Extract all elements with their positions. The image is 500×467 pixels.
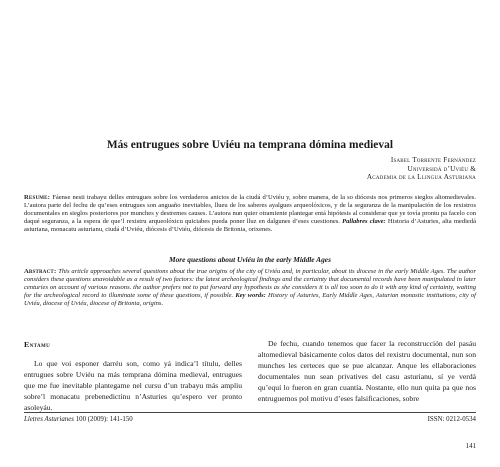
footer-rule bbox=[24, 412, 476, 413]
resume-text: Fáense nesti trabayu delles entrugues sobre los verdaderos anicios de la ciudá d’Uviéu y, sobre manera, de la so diócesis nos primeros sieglos altomedievales. L’autora parte del fechu de qu’eses entrugues son anguaño inevitables, llueu de los saberes ayalgues arqueolóxicos, y de la seguranza de la manipulación de los rexistros documentales en sieglos posteriores por munches y destremes causes. L’autora nun quier otramiente plantegar entá hipótesis al considerar que ye tovía prontu pa facelo con daqué seguranza, a la espera de que’l rexistru arqueolóxicu quiciabes pueda poner lluz en dalgunes d’eses cuestiones. bbox=[24, 194, 476, 226]
resume-keywords-label: Pallabres clave: bbox=[342, 218, 386, 226]
journal-name: Lletres Asturianes bbox=[24, 416, 74, 423]
resume-label: Resume: bbox=[24, 194, 51, 201]
author-name: Isabel Torrente Fernández bbox=[390, 156, 476, 164]
body-paragraph: De fechu, cuando tenemos que facer la reconstrucción del pasáu altomedieval básicamente colos datos del rexistru documental, nun son munches les certeces que se pue alcanzar. Anque les ellaboraciones documentales nun sean privatives del casu asturianu, sí ye verdá qu’equí lo fueron en gran cuantía. Nostante, ello nun quita pa que nos entruguemos pol motivu d’eses falsificaciones, sobre bbox=[258, 339, 476, 403]
author-affiliation-university: Universidá d’Uviéu & bbox=[407, 164, 476, 173]
right-column bbox=[258, 339, 476, 404]
resume-keywords-text: Historia d’Asturies, alta mediedá asturiana, monacatu asturianu, ciudá d’Uviéu, diócesis d’Uviéu, diócesis de Britonia, orixenes. bbox=[24, 218, 476, 234]
abstract-text: This article approaches several questions about the true origins of the city of Uviéu and, in particular, about its diocese in the early Middle Ages. The author considers these questions unavoidable as a result of two factors: the latest archeological findings and the certainty that documental records have been manipulated in later centuries on account of various reasons. the author prefers not to put forward any hypothesis as she considers it is all too soon to do it with any kind of certainty, waiting for the archeological record to illuminate some of these questions, if possible. bbox=[24, 268, 477, 300]
resume-paragraph bbox=[24, 194, 476, 234]
page-number: 141 bbox=[465, 443, 476, 450]
issn: ISSN: 0212-0534 bbox=[427, 416, 476, 423]
journal-issue: 100 (2009): 141-150 bbox=[75, 416, 133, 423]
abstract-paragraph bbox=[24, 268, 476, 308]
abstract-label: Abstract: bbox=[24, 268, 57, 275]
intro-paragraph: Lo que voi esponer darréu son, como yá indica’l títulu, delles entrugues sobre Uviéu na más temprana dómina medieval, entrugues que me fue inevitable plantegame nel cursu d’un trabayu más ampliu sobre’l monacatu prebenedictinu n’Asturies qu’espero ver pronto asoleyáu. bbox=[24, 358, 242, 412]
section-heading: Entamu bbox=[24, 340, 51, 349]
abstract-keywords-label: Key words: bbox=[235, 292, 266, 300]
article-title: Más entrugues sobre Uviéu na temprana dómina medieval bbox=[106, 139, 394, 151]
author-block bbox=[367, 156, 476, 182]
author-affiliation-academy: Academia de la Llingua Asturiana bbox=[366, 173, 476, 182]
left-column bbox=[24, 340, 242, 413]
english-title: More questions about Uviéu in the early Middle Ages bbox=[169, 255, 331, 264]
journal-citation bbox=[24, 416, 133, 423]
abstract-keywords-text: History of Asturies, Early Middle Ages, Asturian monastic institutions, city of Uviéu, diocese of Uviéu, diocese of Britonia, origins. bbox=[24, 292, 476, 308]
